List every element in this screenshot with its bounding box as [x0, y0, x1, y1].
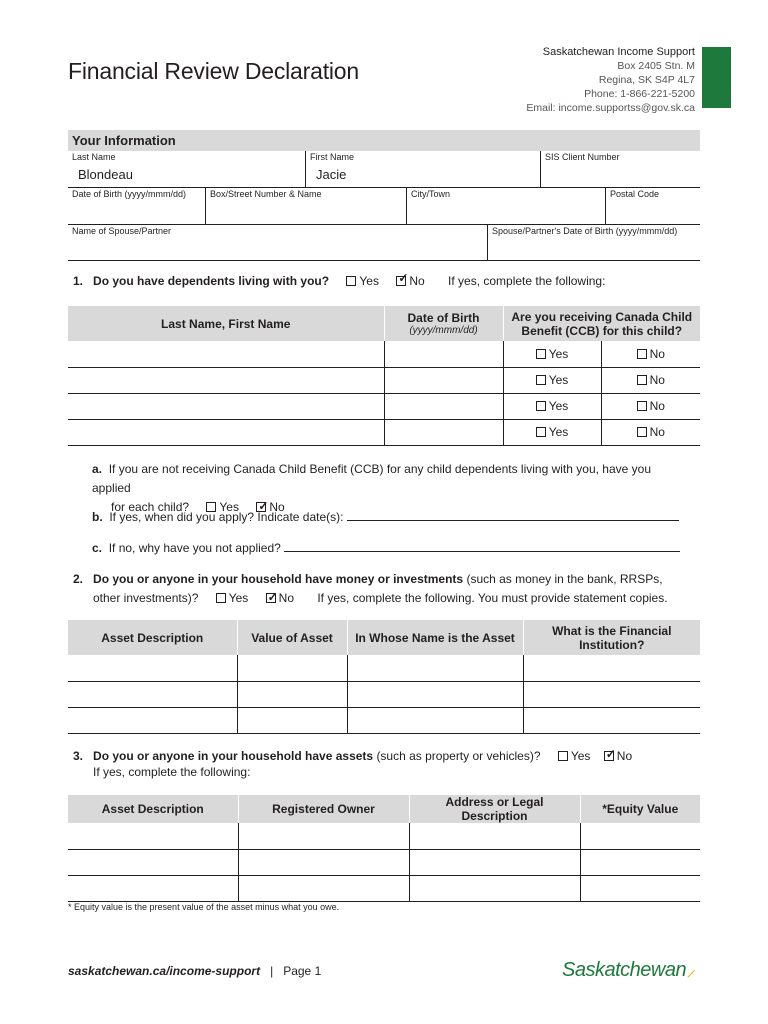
table-cell[interactable] [409, 823, 580, 849]
q1a-yes-label: Yes [219, 500, 239, 514]
dependent-name-cell[interactable] [68, 419, 384, 445]
postal-code-field[interactable] [605, 188, 700, 224]
q2-no-label: No [278, 591, 294, 605]
q3-no-checkbox[interactable] [604, 751, 614, 761]
q1c-reason-line[interactable] [284, 540, 680, 552]
ccb-yes-checkbox[interactable] [536, 427, 546, 437]
table-row [68, 341, 700, 367]
investments-col-asset: Asset Description [68, 620, 237, 655]
sis-label: SIS Client Number [545, 152, 620, 162]
q1-number: 1. [73, 274, 84, 288]
org-email: Email: income.supportss@gov.sk.ca [526, 102, 695, 114]
assets-table [68, 795, 700, 902]
q1a-label: a. [92, 462, 103, 476]
question-1 [73, 274, 605, 288]
dob-field[interactable] [68, 188, 205, 224]
table-cell[interactable] [347, 707, 523, 733]
q2-text-bold: Do you or anyone in your household have money or investments [93, 572, 464, 586]
ccb-yes-checkbox[interactable] [536, 349, 546, 359]
table-cell[interactable] [580, 849, 700, 875]
table-row [68, 875, 700, 901]
sis-client-number-field[interactable] [540, 151, 700, 187]
investments-col-value: Value of Asset [237, 620, 347, 655]
org-address-block [526, 45, 695, 115]
footer-separator: | [270, 964, 274, 978]
spouse-dob-label: Spouse/Partner's Date of Birth (yyyy/mmm/dd) [492, 226, 678, 236]
table-cell[interactable] [237, 681, 347, 707]
q3-follow: If yes, complete the following: [93, 765, 251, 779]
table-cell[interactable] [238, 823, 409, 849]
table-cell[interactable] [409, 849, 580, 875]
q1a-text: If you are not receiving Canada Child Benefit (CCB) for any child dependents living with you, have you applied [92, 462, 651, 495]
page-number: Page 1 [283, 964, 322, 978]
table-cell[interactable] [347, 655, 523, 681]
ccb-yes-cell[interactable]: Yes [503, 419, 601, 445]
q2-number: 2. [73, 572, 84, 586]
dependents-col-dob: Date of Birth (yyyy/mmm/dd) [384, 306, 503, 341]
brand-tab [702, 47, 731, 108]
org-city: Regina, SK S4P 4L7 [598, 74, 695, 86]
first-name-value: Jacie [316, 167, 347, 182]
page-title: Financial Review Declaration [68, 58, 359, 84]
investments-table [68, 620, 700, 734]
table-row [68, 681, 700, 707]
table-cell[interactable] [68, 875, 238, 901]
first-name-field[interactable] [305, 151, 540, 187]
q1a-text-2: for each child? [111, 500, 190, 514]
q1b-text: If yes, when did you apply? Indicate date(s): [109, 510, 344, 524]
assets-col-address: Address or Legal Description [409, 795, 580, 823]
dependents-table [68, 306, 700, 446]
ccb-no-checkbox[interactable] [637, 349, 647, 359]
table-row [68, 419, 700, 445]
question-3 [73, 748, 632, 780]
dependents-col-ccb: Are you receiving Canada Child Benefit (CCB) for this child? [503, 306, 700, 341]
info-row-3 [68, 225, 700, 261]
q2-text-2: other investments)? [93, 591, 199, 605]
last-name-field[interactable] [68, 151, 305, 187]
last-name-value: Blondeau [78, 167, 133, 182]
table-cell[interactable] [68, 707, 237, 733]
q1-follow: If yes, complete the following: [448, 274, 606, 288]
spouse-dob-field[interactable] [487, 225, 700, 260]
table-cell[interactable] [523, 681, 700, 707]
investments-col-institution: What is the Financial Institution? [523, 620, 700, 655]
table-cell[interactable] [580, 875, 700, 901]
table-cell[interactable] [237, 655, 347, 681]
ccb-no-checkbox[interactable] [637, 375, 647, 385]
q1-text: Do you have dependents living with you? [93, 274, 330, 288]
table-cell[interactable] [409, 875, 580, 901]
ccb-no-checkbox[interactable] [637, 427, 647, 437]
table-row [68, 707, 700, 733]
q3-no-label: No [616, 749, 633, 763]
table-row [68, 655, 700, 681]
ccb-yes-cell[interactable]: Yes [503, 367, 601, 393]
footer [68, 964, 321, 978]
org-box: Box 2405 Stn. M [617, 60, 695, 72]
table-cell[interactable] [68, 823, 238, 849]
q1-yes-label: Yes [359, 274, 379, 288]
table-cell[interactable] [68, 849, 238, 875]
q1c-text: If no, why have you not applied? [108, 541, 281, 555]
q3-yes-checkbox[interactable] [558, 751, 568, 761]
dependents-col-name: Last Name, First Name [68, 306, 384, 341]
q3-yes-label: Yes [570, 749, 591, 763]
ccb-yes-checkbox[interactable] [536, 401, 546, 411]
ccb-yes-cell[interactable]: Yes [503, 393, 601, 419]
q3-text-rest: (such as property or vehicles)? [376, 749, 541, 763]
table-row [68, 393, 700, 419]
q1c-label: c. [92, 541, 103, 555]
table-cell[interactable] [68, 681, 237, 707]
q1-no-checkbox[interactable] [396, 276, 406, 286]
q1b-date-line[interactable] [347, 509, 679, 521]
q2-yes-checkbox[interactable] [216, 593, 226, 603]
table-cell[interactable] [347, 681, 523, 707]
last-name-label: Last Name [72, 152, 116, 162]
spouse-label: Name of Spouse/Partner [72, 226, 172, 236]
q2-text-rest: (such as money in the bank, RRSPs, [466, 572, 663, 586]
q3-number: 3. [73, 749, 84, 763]
table-cell[interactable] [523, 655, 700, 681]
dependent-name-cell[interactable] [68, 341, 384, 367]
q2-follow: If yes, complete the following. You must provide statement copies. [317, 591, 668, 605]
table-cell[interactable] [580, 823, 700, 849]
ccb-no-checkbox[interactable] [637, 401, 647, 411]
investments-col-owner: In Whose Name is the Asset [347, 620, 523, 655]
city-field[interactable] [406, 188, 605, 224]
table-cell[interactable] [68, 655, 237, 681]
question-2 [73, 570, 668, 608]
ccb-no-cell[interactable]: No [601, 341, 700, 367]
ccb-no-cell[interactable]: No [601, 393, 700, 419]
ccb-yes-cell[interactable]: Yes [503, 341, 601, 367]
saskatchewan-logo: Saskatchewan⸝ [562, 959, 696, 981]
table-cell[interactable] [238, 849, 409, 875]
table-cell[interactable] [523, 707, 700, 733]
dependent-name-cell[interactable] [68, 367, 384, 393]
postal-label: Postal Code [610, 189, 660, 199]
equity-footnote: * Equity value is the present value of the asset minus what you owe. [68, 902, 340, 912]
street-label: Box/Street Number & Name [210, 189, 322, 199]
q2-no-checkbox[interactable] [266, 593, 276, 603]
q1-yes-checkbox[interactable] [346, 276, 356, 286]
question-1b [92, 509, 679, 524]
info-row-1 [68, 151, 700, 188]
ccb-no-cell[interactable]: No [601, 367, 700, 393]
wheat-icon: ⸝ [686, 959, 696, 981]
dependent-dob-cell[interactable] [384, 367, 503, 393]
assets-col-equity: *Equity Value [580, 795, 700, 823]
dob-label: Date of Birth (yyyy/mmm/dd) [72, 189, 187, 199]
table-cell[interactable] [237, 707, 347, 733]
table-row [68, 823, 700, 849]
org-name: Saskatchewan Income Support [542, 46, 695, 58]
q3-text-bold: Do you or anyone in your household have assets [93, 749, 374, 763]
info-row-2 [68, 188, 700, 225]
city-label: City/Town [411, 189, 451, 199]
ccb-yes-checkbox[interactable] [536, 375, 546, 385]
table-cell[interactable] [238, 875, 409, 901]
org-phone: Phone: 1-866-221-5200 [584, 88, 695, 100]
first-name-label: First Name [310, 152, 355, 162]
q1b-label: b. [92, 510, 103, 524]
spouse-name-field[interactable] [68, 225, 487, 260]
question-1c [92, 540, 680, 555]
dependent-name-cell[interactable] [68, 393, 384, 419]
q1a-no-label: No [269, 500, 285, 514]
dependent-dob-cell[interactable] [384, 419, 503, 445]
street-field[interactable] [205, 188, 406, 224]
dependent-dob-cell[interactable] [384, 393, 503, 419]
section-heading-your-information: Your Information [68, 130, 700, 151]
table-row [68, 367, 700, 393]
ccb-no-cell[interactable]: No [601, 419, 700, 445]
assets-col-owner: Registered Owner [238, 795, 409, 823]
dependent-dob-cell[interactable] [384, 341, 503, 367]
q1-no-label: No [409, 274, 425, 288]
table-row [68, 849, 700, 875]
assets-col-description: Asset Description [68, 795, 238, 823]
q2-yes-label: Yes [228, 591, 249, 605]
footer-url-link[interactable]: saskatchewan.ca/income-support [68, 964, 261, 978]
